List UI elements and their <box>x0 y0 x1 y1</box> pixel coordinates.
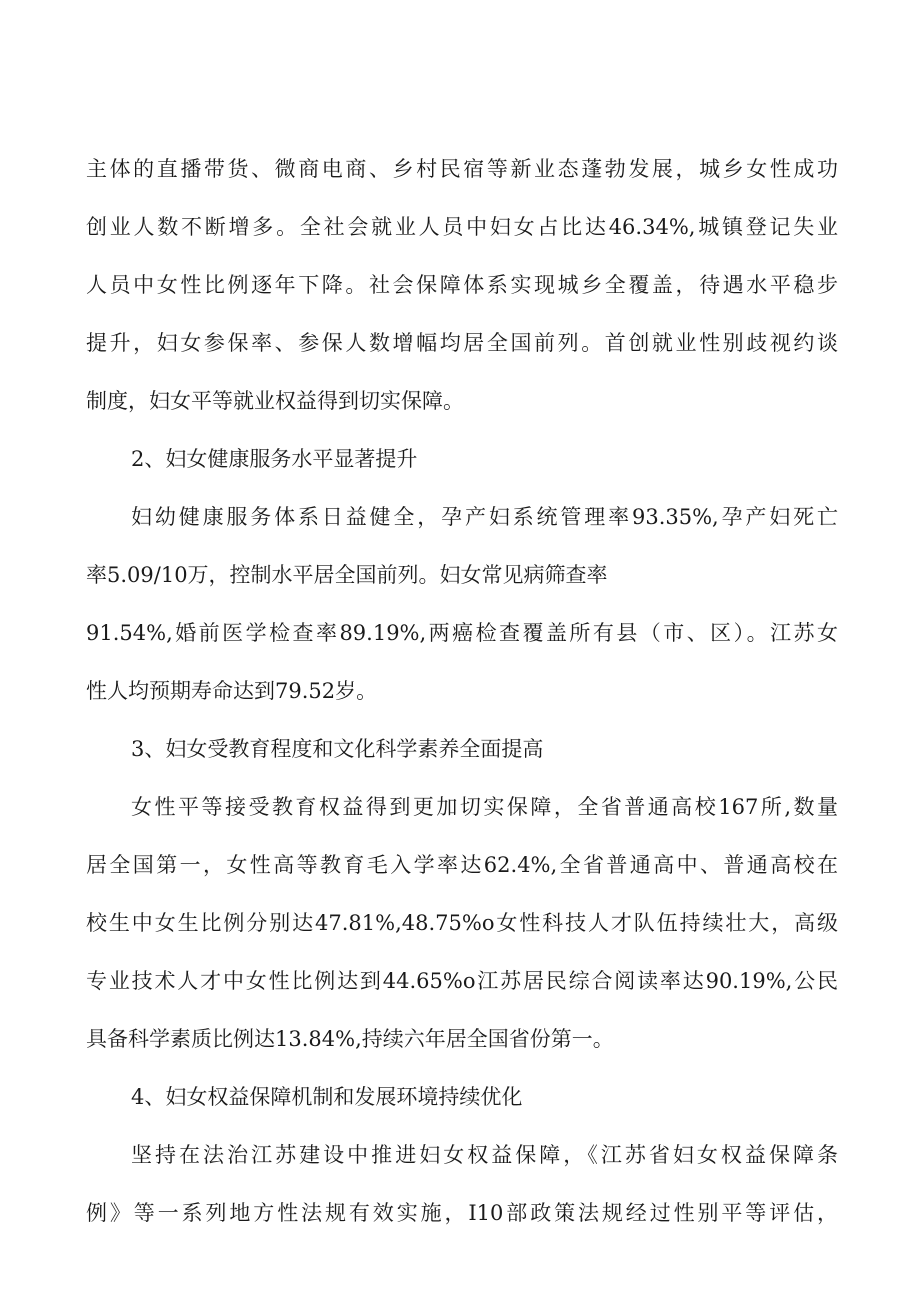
paragraph-line: 率5.09/10万，控制水平居全国前列。妇女常见病筛查率 <box>86 563 608 587</box>
paragraph-line: 人员中女性比例逐年下降。社会保障体系实现城乡全覆盖，待遇水平稳步 <box>86 273 838 297</box>
paragraph-line: 91.54%,婚前医学检查率89.19%,两癌检查覆盖所有县（市、区）。江苏女 <box>86 621 838 645</box>
paragraph-line: 主体的直播带货、微商电商、乡村民宿等新业态蓬勃发展，城乡女性成功 <box>86 157 838 181</box>
paragraph-line: 校生中女生比例分别达47.81%,48.75%o女性科技人才队伍持续壮大，高级 <box>86 911 838 935</box>
paragraph-line: 性人均预期寿命达到79.52岁。 <box>86 679 378 703</box>
paragraph-line: 提升，妇女参保率、参保人数增幅均居全国前列。首创就业性别歧视约谈 <box>86 331 838 355</box>
paragraph-line: 专业技术人才中女性比例达到44.65%o江苏居民综合阅读率达90.19%,公民 <box>86 969 838 993</box>
paragraph-line: 妇幼健康服务体系日益健全，孕产妇系统管理率93.35%,孕产妇死亡 <box>131 505 838 529</box>
paragraph-line: 制度，妇女平等就业权益得到切实保障。 <box>86 389 464 413</box>
paragraph-line: 女性平等接受教育权益得到更加切实保障，全省普通高校167所,数量 <box>131 795 838 819</box>
section-heading: 4、妇女权益保障机制和发展环境持续优化 <box>131 1085 523 1109</box>
paragraph-line: 具备科学素质比例达13.84%,持续六年居全国省份第一。 <box>86 1027 614 1051</box>
section-heading: 3、妇女受教育程度和文化科学素养全面提高 <box>131 737 544 761</box>
paragraph-line: 创业人数不断增多。全社会就业人员中妇女占比达46.34%,城镇登记失业 <box>86 215 838 239</box>
paragraph-line: 例》等一系列地方性法规有效实施，I10部政策法规经过性别平等评估， <box>86 1201 838 1225</box>
section-heading: 2、妇女健康服务水平显著提升 <box>131 447 418 471</box>
paragraph-line: 坚持在法治江苏建设中推进妇女权益保障，《江苏省妇女权益保障条 <box>131 1143 838 1167</box>
paragraph-line: 居全国第一，女性高等教育毛入学率达62.4%,全省普通高中、普通高校在 <box>86 853 838 877</box>
